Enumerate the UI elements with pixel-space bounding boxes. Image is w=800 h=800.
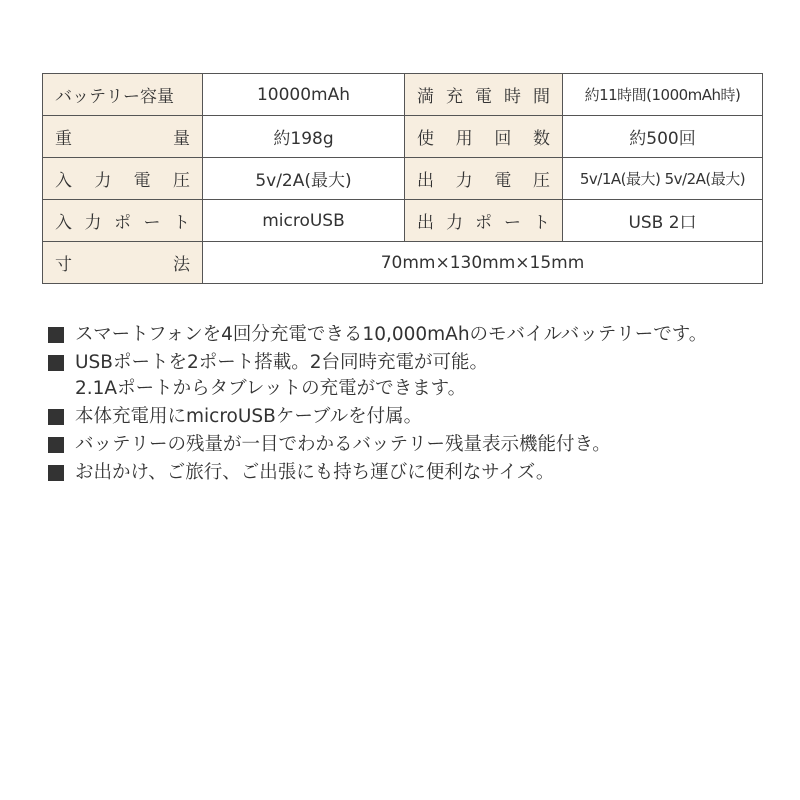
label-char: 重 (55, 129, 72, 149)
square-bullet-icon (48, 437, 64, 453)
label-dimensions (43, 242, 203, 284)
spec-row-weight (43, 116, 763, 158)
square-bullet-icon (48, 465, 64, 481)
value-usage-count: 約500回 (563, 116, 763, 158)
spread-label (405, 124, 562, 149)
label-char: 電 (133, 171, 151, 191)
label-char: 回 (494, 129, 512, 149)
feature-line: 2.1Aポートからタブレットの充電ができます。 (75, 378, 467, 399)
feature-item (48, 404, 778, 430)
label-char: ー (143, 213, 161, 233)
label-char: 出 (417, 213, 434, 233)
label-char: 電 (494, 171, 512, 191)
label-char: ー (504, 213, 521, 233)
label-input-voltage (43, 158, 203, 200)
label-output-voltage (405, 158, 563, 200)
feature-line: お出かけ、ご旅行、ご出張にも持ち運びに便利なサイズ。 (75, 462, 555, 483)
feature-text (75, 322, 707, 348)
label-char: 充 (446, 87, 463, 107)
feature-line: スマートフォンを4回分充電できる10,000mAhのモバイルバッテリーです。 (75, 324, 708, 345)
label-char: 入 (55, 213, 72, 233)
value-output-voltage: 5v/1A(最大) 5v/2A(最大) (563, 158, 763, 200)
label-char: ポ (114, 213, 131, 233)
value-full-charge-time: 約11時間(1000mAh時) (563, 74, 763, 116)
spec-row-port (43, 200, 763, 242)
label-char: 間 (533, 87, 550, 107)
spread-label (43, 166, 202, 191)
label-char: 力 (446, 213, 463, 233)
spread-label (43, 250, 202, 275)
spec-row-voltage (43, 158, 763, 200)
label-char: 寸 (55, 255, 72, 275)
feature-item (48, 432, 778, 458)
spec-row-dimensions (43, 242, 763, 284)
label-char: ト (173, 213, 190, 233)
label-weight (43, 116, 203, 158)
label-char: ト (533, 213, 550, 233)
spread-label (405, 166, 562, 191)
spec-row-capacity (43, 74, 763, 116)
label-char: 力 (84, 213, 102, 233)
label-output-port (405, 200, 563, 242)
square-bullet-icon (48, 409, 64, 425)
label-char: 入 (55, 171, 72, 191)
value-battery-capacity: 10000mAh (203, 74, 405, 116)
label-input-port (43, 200, 203, 242)
label-usage-count (405, 116, 563, 158)
feature-item (48, 460, 778, 486)
label-char: 使 (417, 129, 434, 149)
label-full-charge-time (405, 74, 563, 116)
value-weight: 約198g (203, 116, 405, 158)
spread-label (405, 82, 562, 107)
label-char: 数 (532, 129, 550, 149)
feature-item (48, 322, 778, 348)
spec-table (42, 73, 763, 284)
feature-text (75, 460, 554, 486)
label-battery-capacity: バッテリー容量 (43, 74, 203, 116)
label-char: 時 (504, 87, 521, 107)
spread-label (43, 208, 202, 233)
label-char: 法 (173, 255, 190, 275)
feature-line: バッテリーの残量が一目でわかるバッテリー残量表示機能付き。 (75, 434, 611, 455)
square-bullet-icon (48, 327, 64, 343)
label-char: 量 (173, 129, 190, 149)
label-char: ポ (475, 213, 492, 233)
spread-label (405, 208, 562, 233)
feature-text (75, 350, 488, 402)
label-char: 力 (94, 171, 112, 191)
label-char: 力 (455, 171, 473, 191)
label-char: 用 (455, 129, 473, 149)
label-char: 出 (417, 171, 434, 191)
value-input-port: microUSB (203, 200, 405, 242)
feature-text (75, 404, 422, 430)
square-bullet-icon (48, 355, 64, 371)
label-char: 圧 (172, 171, 190, 191)
feature-line: USBポートを2ポート搭載。2台同時充電が可能。 (75, 352, 489, 373)
label-char: 圧 (532, 171, 550, 191)
spread-label (43, 124, 202, 149)
value-output-port: USB 2口 (563, 200, 763, 242)
feature-item (48, 350, 778, 402)
feature-text (75, 432, 611, 458)
label-char: 満 (417, 87, 434, 107)
label-char: 電 (475, 87, 492, 107)
value-input-voltage: 5v/2A(最大) (203, 158, 405, 200)
feature-list (48, 322, 778, 488)
value-dimensions: 70mm×130mm×15mm (203, 242, 763, 284)
feature-line: 本体充電用にmicroUSBケーブルを付属。 (75, 406, 423, 427)
